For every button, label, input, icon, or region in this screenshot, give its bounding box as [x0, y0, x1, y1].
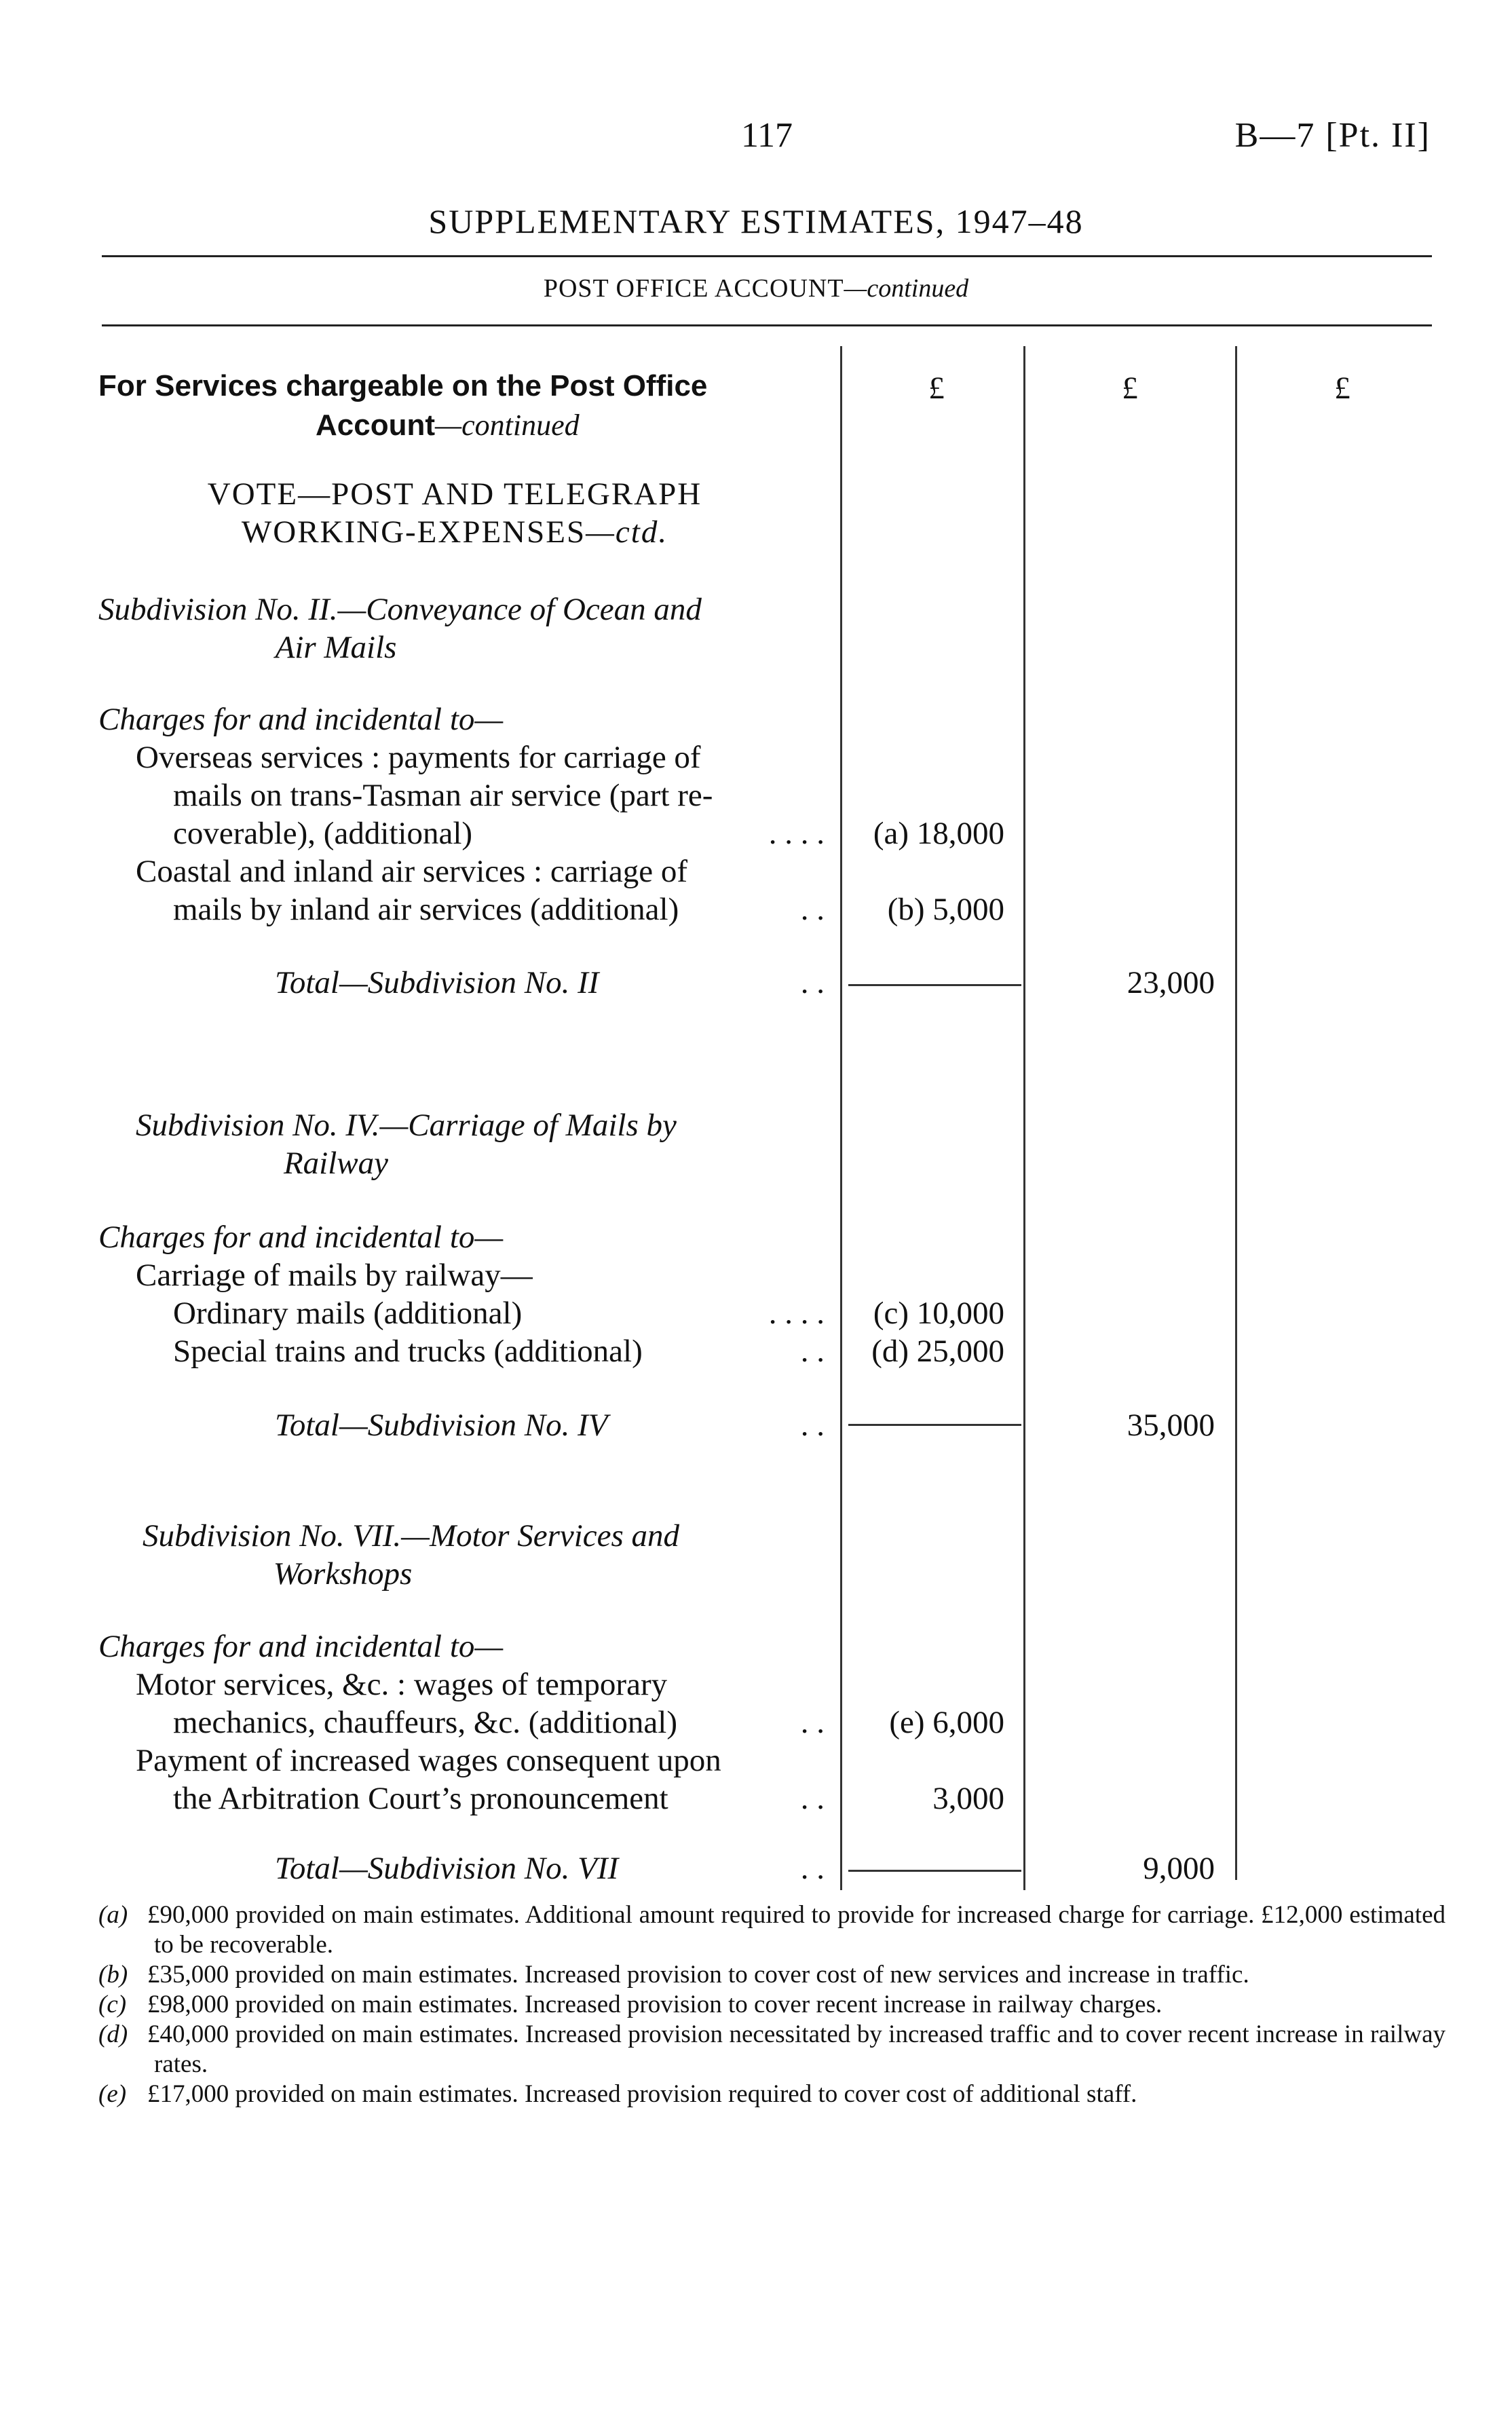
sub2-title: Subdivision No. II.—Conveyance of Ocean and Air Mails: [98, 592, 702, 665]
sub4-title: Subdivision No. IV.—Carriage of Mails by Railway: [136, 1108, 677, 1181]
footnote: (d) £40,000 provided on main estimates. Increased provision necessitated by increased traffic and to cover recent increase in railway rates.: [98, 2020, 1445, 2078]
vote-heading: VOTE—POST AND TELEGRAPH WORKING-EXPENSES—ctd.: [207, 476, 702, 550]
column-divider-1: [840, 346, 842, 1890]
col1-currency: £: [928, 371, 945, 406]
sub7-item2-amount: 3,000: [932, 1781, 1004, 1816]
footnote: (a) £90,000 provided on main estimates. Additional amount required to provide for increased charge for carriage. £12,000 estimated to be recoverable.: [98, 1901, 1445, 1959]
sub7-total-amount: 9,000: [1143, 1851, 1215, 1886]
sub4-total-amount: 35,000: [1127, 1408, 1215, 1443]
sub2-items: Charges for and incidental to— Overseas services : payments for carriage of mails on trans-Tasman air service (part re- coverable), (additional) . . . . Coastal and inland air services : carriage of mails by inland air services (additional) . .: [98, 702, 825, 927]
section-title: POST OFFICE ACCOUNT—continued: [543, 274, 969, 303]
page-reference: B—7 [Pt. II]: [1234, 116, 1431, 155]
sub2-item2-amount: (b) 5,000: [887, 892, 1004, 927]
sub2-total-amount: 23,000: [1127, 965, 1215, 1000]
title-rule: [102, 255, 1432, 257]
sub2-total-label: Total—Subdivision No. II . .: [275, 965, 825, 1000]
col3-currency: £: [1334, 371, 1350, 406]
sub7-item1-amount: (e) 6,000: [889, 1705, 1004, 1740]
sub4-item1-amount: (c) 10,000: [873, 1296, 1004, 1331]
footnote: (e) £17,000 provided on main estimates. Increased provision required to cover cost of additional staff.: [98, 2080, 1137, 2108]
services-heading: For Services chargeable on the Post Office Account—continued: [98, 369, 708, 442]
sub2-total-rule: [848, 984, 1021, 986]
sub4-items: Charges for and incidental to— Carriage of mails by railway— Ordinary mails (additional) . . . . Special trains and trucks (additional) . .: [98, 1220, 825, 1369]
column-divider-2: [1023, 346, 1025, 1890]
page-number: 117: [740, 116, 793, 155]
sub7-total-label: Total—Subdivision No. VII . .: [275, 1851, 825, 1886]
sub2-item1-amount: (a) 18,000: [873, 816, 1004, 851]
sub4-total-rule: [848, 1424, 1021, 1426]
footnote: (c) £98,000 provided on main estimates. Increased provision to cover recent increase in railway charges.: [98, 1991, 1163, 2018]
sub4-item2-amount: (d) 25,000: [871, 1334, 1004, 1369]
footnote: (b) £35,000 provided on main estimates. Increased provision to cover cost of new services and increase in traffic.: [98, 1961, 1249, 1989]
sub4-total-label: Total—Subdivision No. IV . .: [275, 1408, 825, 1443]
sub7-items: Charges for and incidental to— Motor services, &c. : wages of temporary mechanics, chauffeurs, &c. (additional) . . Payment of increased wages consequent upon the Arbitration Court’s pronouncement . .: [98, 1629, 825, 1816]
footnotes: [98, 1900, 1445, 2109]
column-divider-3: [1235, 346, 1237, 1880]
sub7-total-rule: [848, 1870, 1021, 1872]
sub7-title: Subdivision No. VII.—Motor Services and Workshops: [143, 1518, 680, 1592]
header-rule: [102, 324, 1432, 326]
document-title: SUPPLEMENTARY ESTIMATES, 1947–48: [428, 202, 1084, 240]
col2-currency: £: [1122, 371, 1138, 406]
